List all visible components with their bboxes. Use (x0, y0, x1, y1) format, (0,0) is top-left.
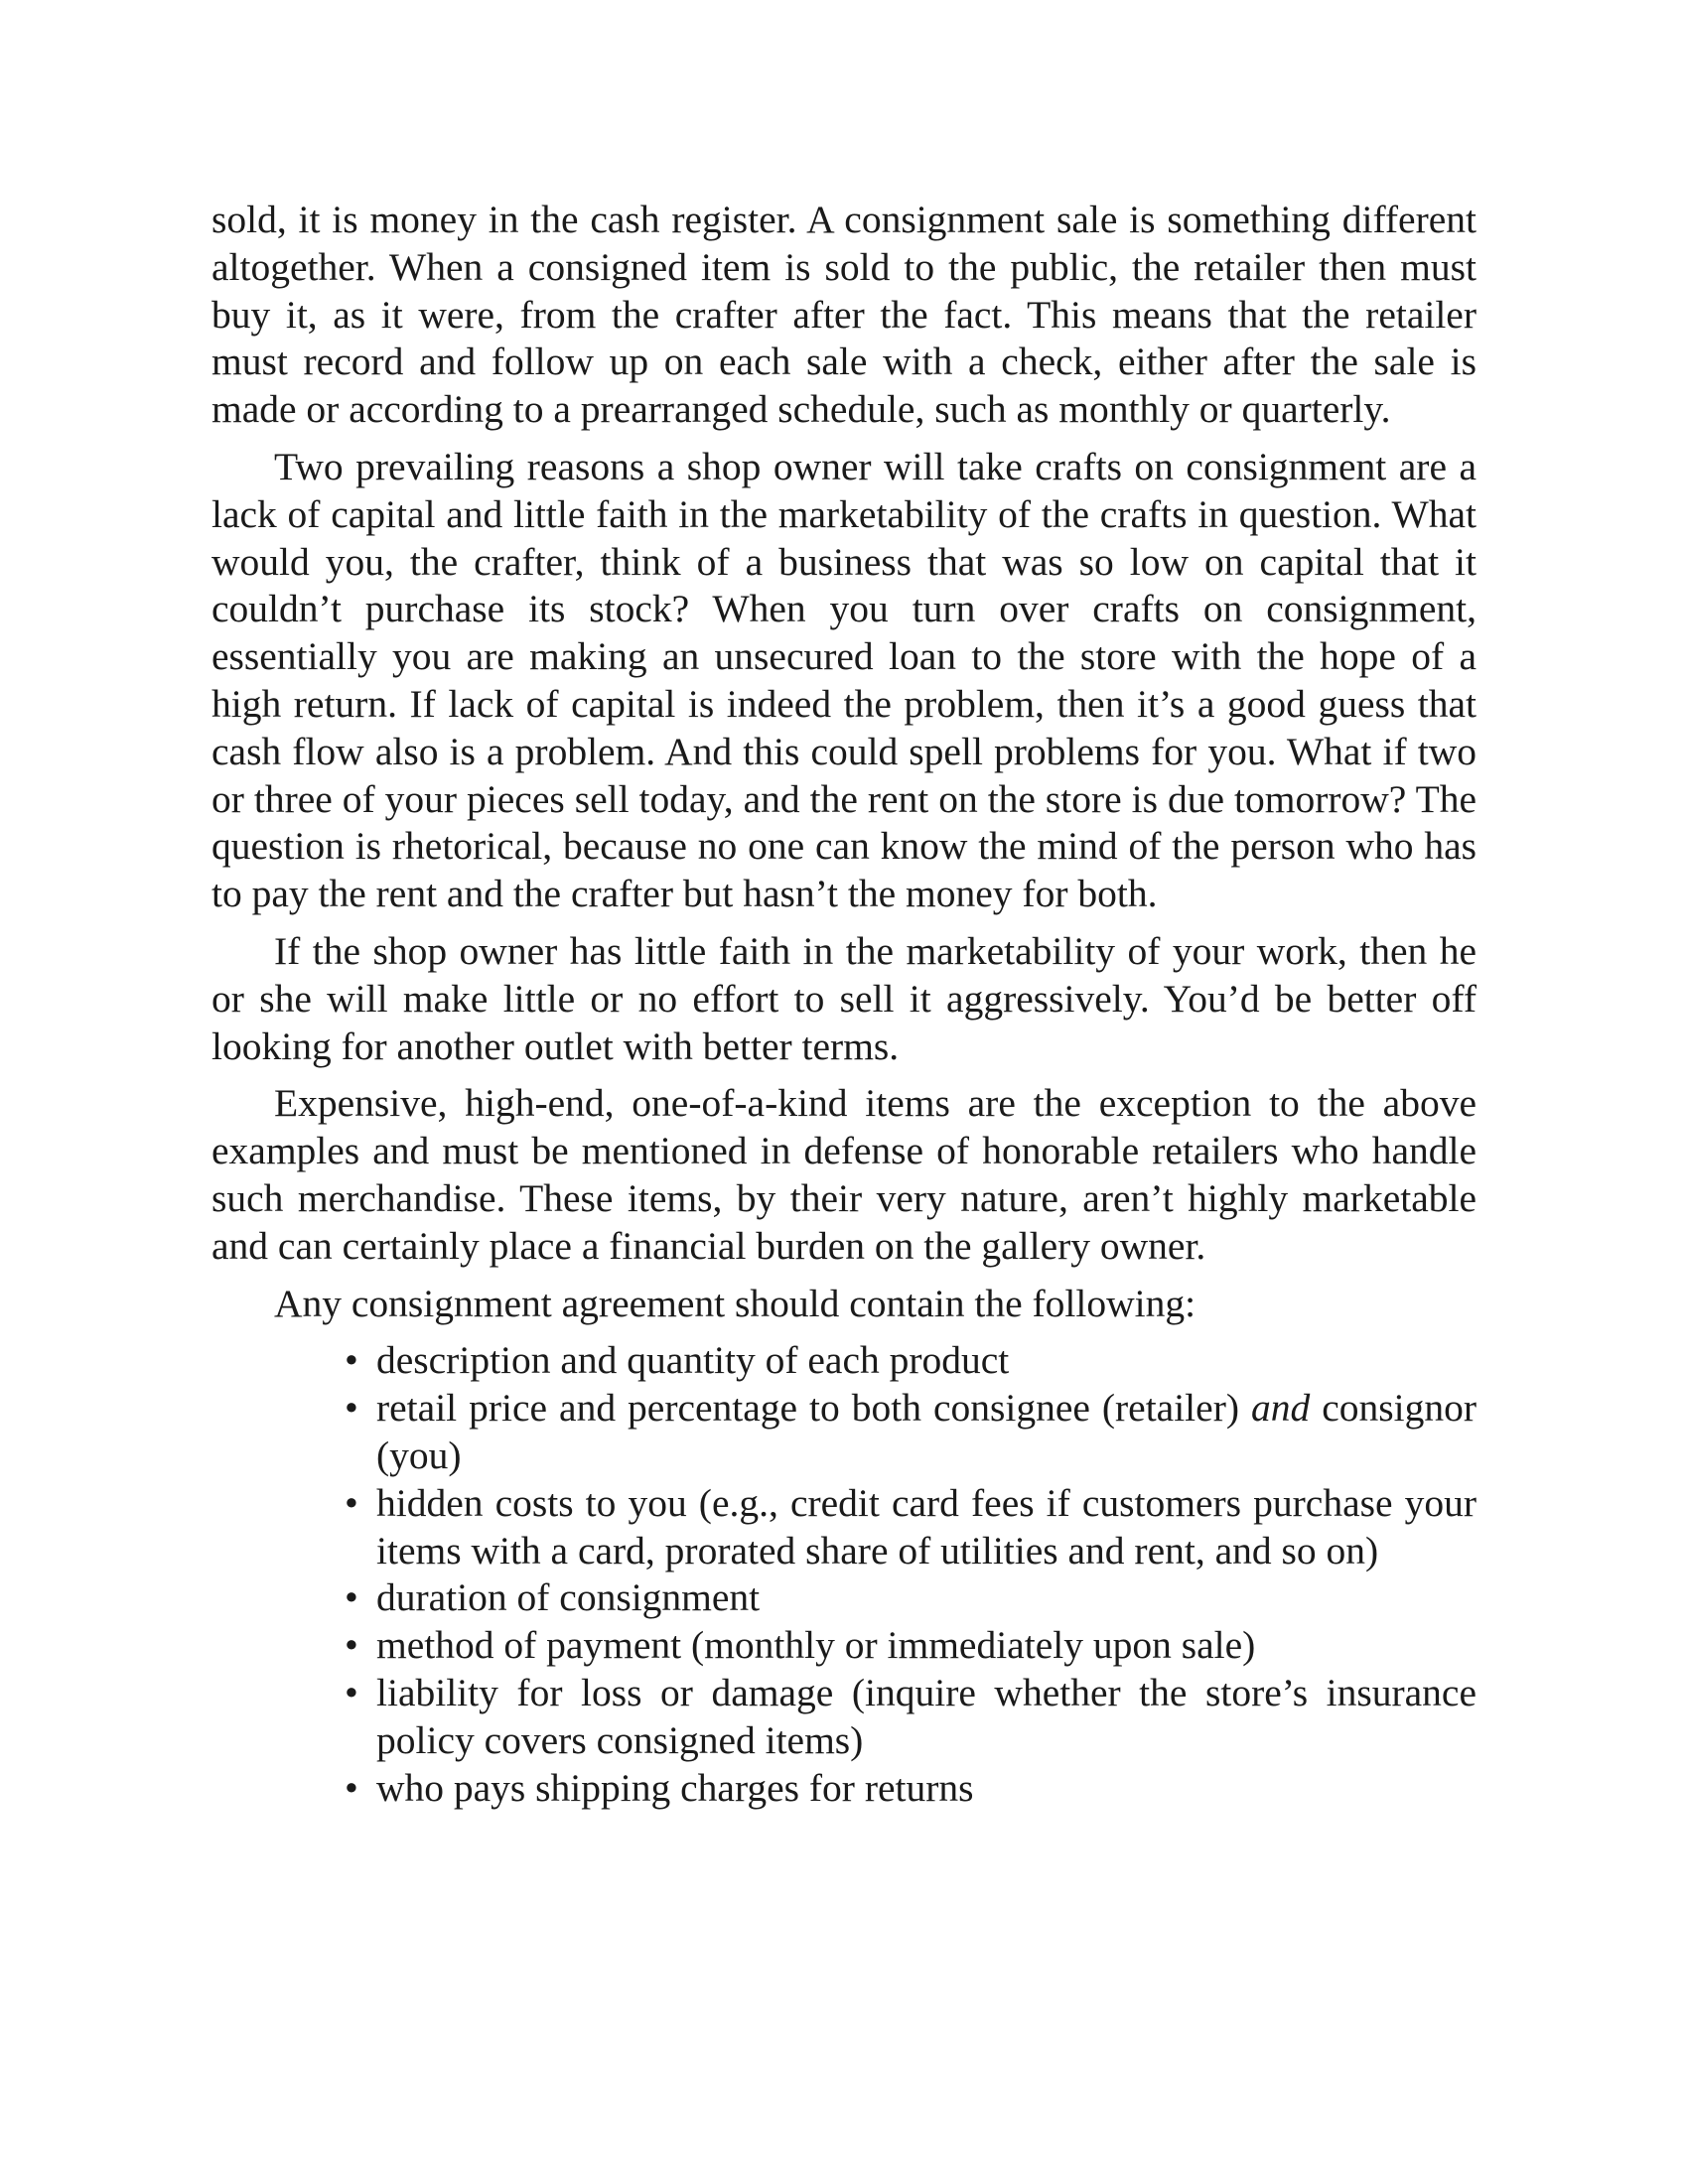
list-item-text: liability for loss or damage (inquire whether the store’s insurance policy covers consigned items) (376, 1670, 1477, 1762)
bullet-icon: • (345, 1338, 358, 1383)
bullet-icon: • (345, 1575, 358, 1620)
list-item (345, 1765, 1477, 1813)
list-item-text: method of payment (monthly or immediately upon sale) (376, 1623, 1256, 1668)
list-item-text: description and quantity of each product (376, 1338, 1010, 1383)
bullet-icon: • (345, 1386, 358, 1431)
paragraph-agreement-intro: Any consignment agreement should contain the following: (274, 1281, 1196, 1325)
list-item-emphasis: and (1250, 1386, 1311, 1431)
paragraph-exception: Expensive, high-end, one-of-a-kind items are the exception to the above examples and must be mentioned in defense of honorable retailers who handle such merchandise. These items, by their very nature, aren’t highly marketable and can certainly place a financial burden on the gallery owner. (211, 1081, 1477, 1268)
document-page (211, 197, 1477, 1812)
bullet-icon: • (345, 1765, 358, 1810)
list-item (345, 1574, 1477, 1622)
list-item-text: consignor (you) (376, 1386, 1477, 1477)
list-item-text: who pays shipping charges for returns (376, 1765, 974, 1810)
list-item (345, 1337, 1477, 1385)
bullet-icon: • (345, 1623, 358, 1668)
list-item-text: retail price and percentage to both consignee (retailer) (376, 1386, 1251, 1431)
list-item (345, 1622, 1477, 1670)
bullet-icon: • (345, 1480, 358, 1525)
list-item (345, 1480, 1477, 1575)
bullet-icon: • (345, 1670, 358, 1714)
list-item-text: hidden costs to you (e.g., credit card fees if customers purchase your items with a card, prorated share of utilities and rent, and so on) (376, 1480, 1477, 1572)
list-item (345, 1670, 1477, 1765)
agreement-list (211, 1337, 1477, 1812)
list-item (345, 1385, 1477, 1480)
list-item-text: duration of consignment (376, 1575, 761, 1620)
paragraph-reasons: Two prevailing reasons a shop owner will take crafts on consignment are a lack of capital and little faith in the marketability of the crafts in question. What would you, the crafter, think of a business that was so low on capital that it couldn’t purchase its stock? When you turn over crafts on consignment, essentially you are making an unsecured loan to the store with the hope of a high return. If lack of capital is indeed the problem, then it’s a good guess that cash flow also is a problem. And this could spell problems for you. What if two or three of your pieces sell today, and the rent on the store is due tomorrow? The question is rhetorical, because no one can know the mind of the person who has to pay the rent and the crafter but hasn’t the money for both. (211, 444, 1477, 916)
paragraph-little-faith: If the shop owner has little faith in the marketability of your work, then he or she will make little or no effort to sell it aggressively. You’d be better off looking for another outlet with better terms. (211, 928, 1477, 1068)
paragraph-consignment-sale: sold, it is money in the cash register. A consignment sale is something different altogether. When a consigned item is sold to the public, the retailer then must buy it, as it were, from the crafter after the fact. This means that the retailer must record and follow up on each sale with a check, either after the sale is made or according to a prearranged schedule, such as monthly or quarterly. (211, 198, 1477, 432)
